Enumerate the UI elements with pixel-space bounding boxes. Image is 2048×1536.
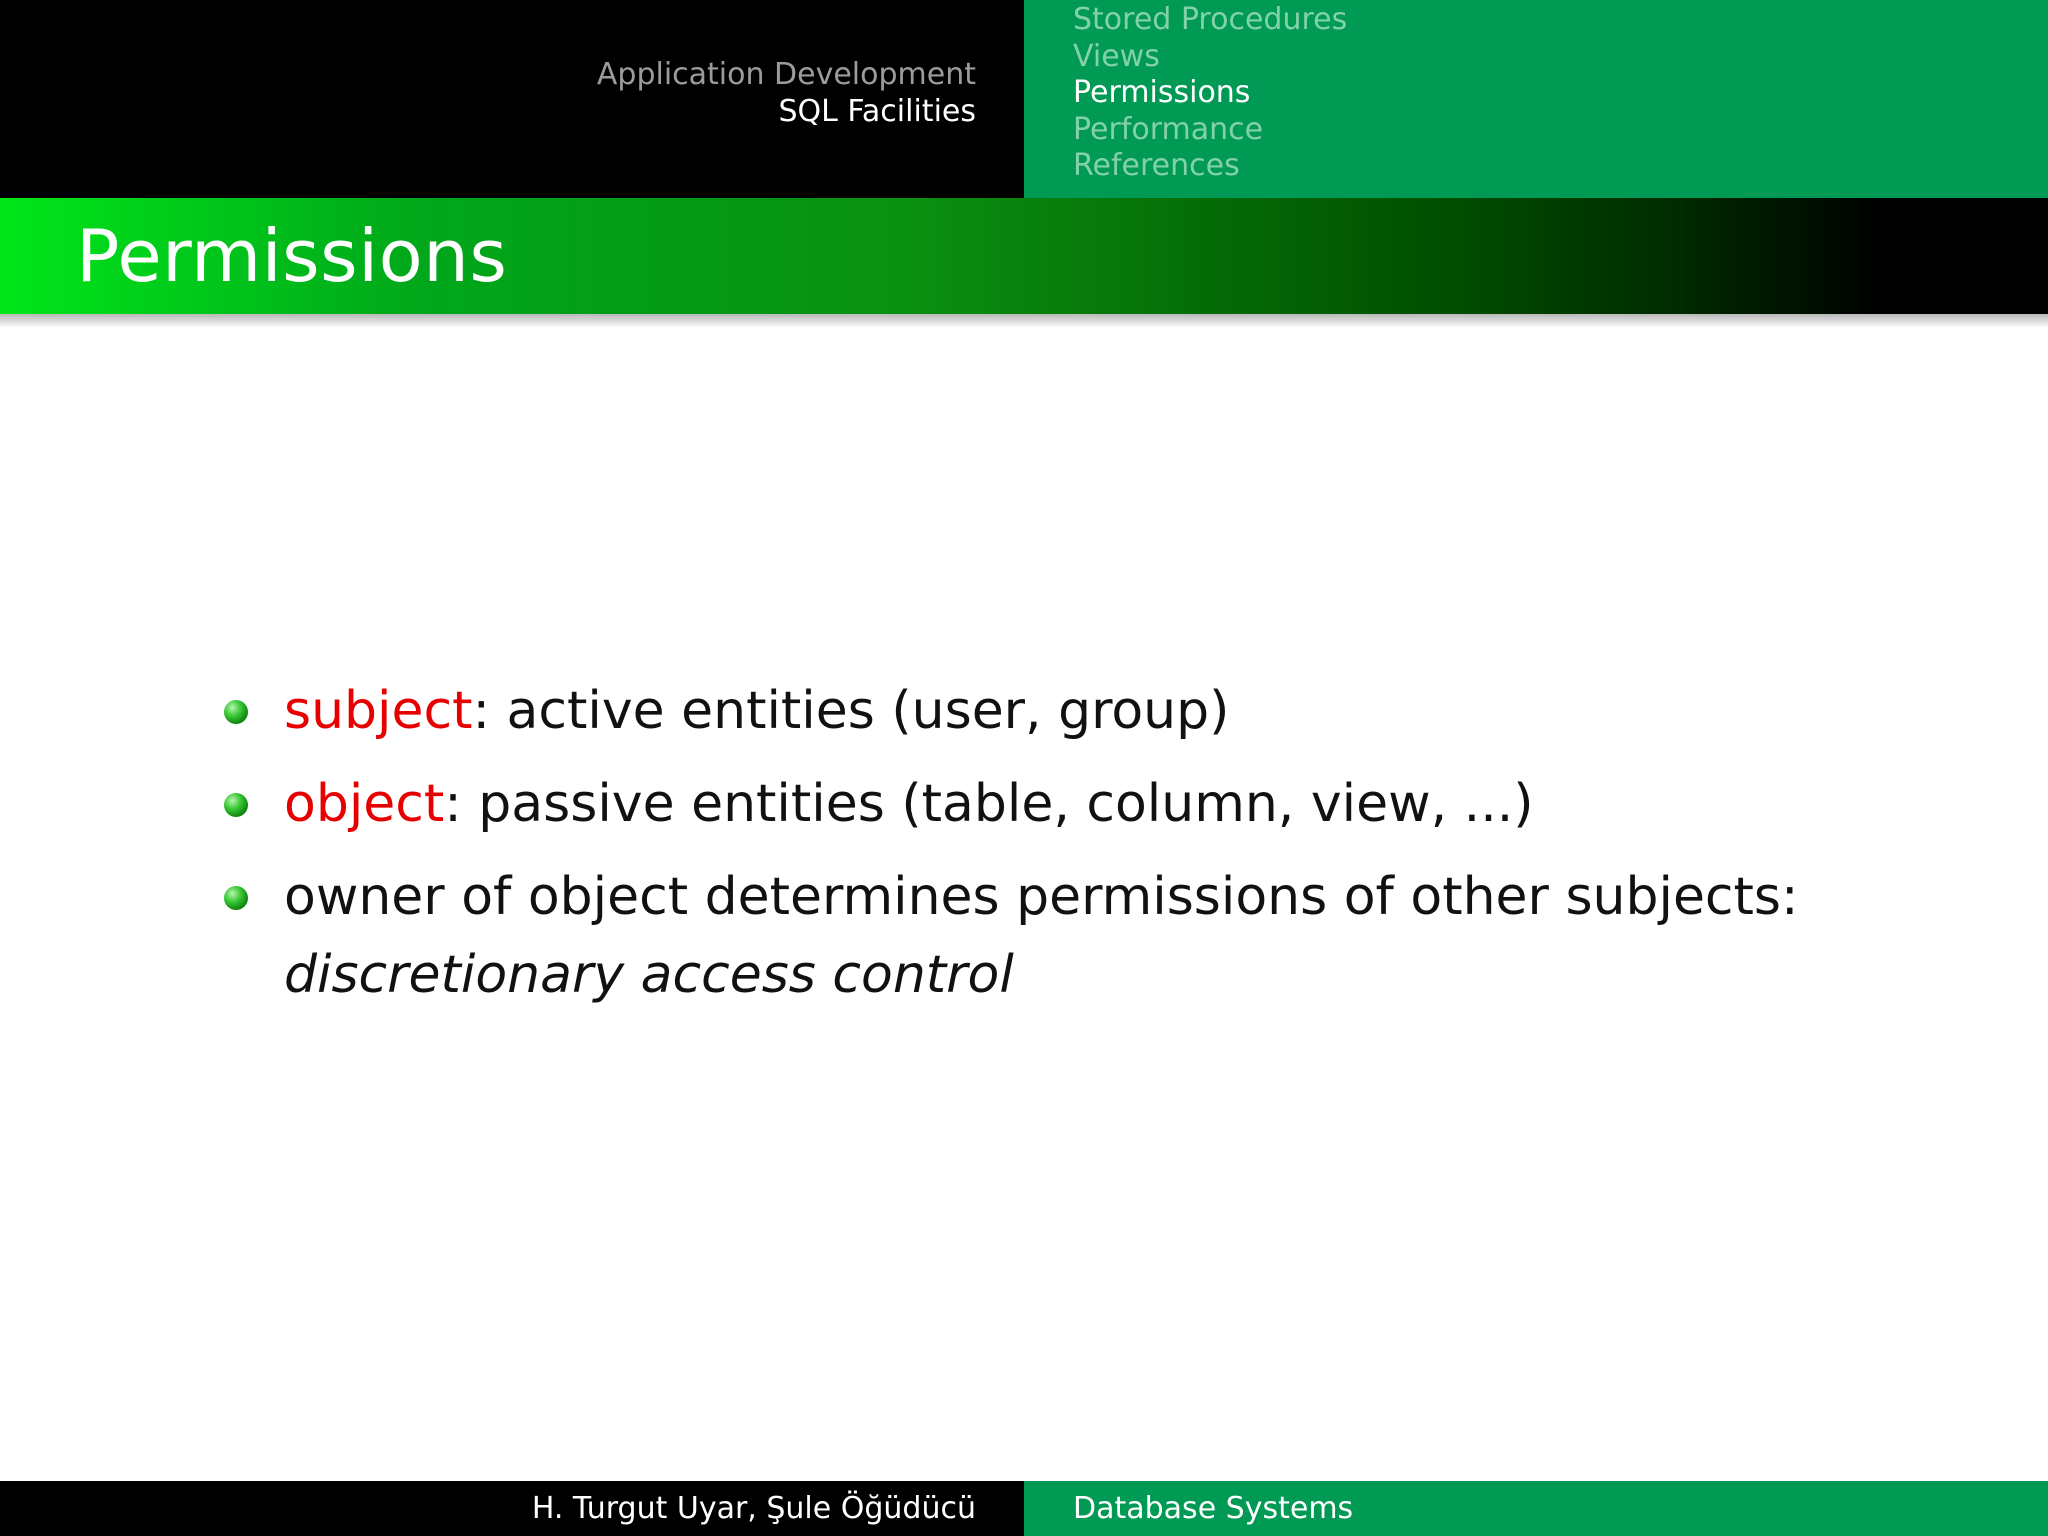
- list-item-object: [220, 765, 1920, 843]
- footer-author: H. Turgut Uyar, Şule Öğüdücü: [531, 1491, 976, 1526]
- item-text: : passive entities (table, column, view, ...): [444, 774, 1534, 834]
- bullet-icon: [224, 793, 248, 817]
- term-subject: subject: [284, 681, 473, 741]
- toc-item-stored-procedures[interactable]: Stored Procedures: [1073, 2, 1348, 37]
- title-bar-shadow: [0, 314, 2048, 328]
- bullet-icon: [224, 700, 248, 724]
- toc-item-permissions[interactable]: Permissions: [1073, 75, 1251, 110]
- section-block: [597, 56, 976, 130]
- footer-right: [1024, 1481, 2048, 1536]
- section-title[interactable]: Application Development: [596, 57, 976, 92]
- footer-left: [0, 1481, 1024, 1536]
- slide-title: Permissions: [76, 214, 508, 298]
- footer: [0, 1481, 2048, 1536]
- bullet-list: [220, 672, 1920, 1029]
- item-text: owner of object determines permissions of other subjects:: [284, 867, 1799, 927]
- toc-nav: [1073, 2, 1347, 185]
- header-left: [0, 0, 1024, 198]
- bullet-icon: [224, 886, 248, 910]
- subsection-title[interactable]: SQL Facilities: [778, 94, 976, 129]
- toc-item-performance[interactable]: Performance: [1073, 111, 1264, 147]
- header: [0, 0, 2048, 198]
- list-item-subject: [220, 672, 1920, 750]
- toc-item-views[interactable]: Views: [1073, 38, 1160, 74]
- footer-title: Database Systems: [1073, 1491, 1354, 1526]
- header-right: [1024, 0, 2048, 198]
- term-object: object: [284, 774, 445, 834]
- toc-item-references[interactable]: References: [1073, 148, 1240, 183]
- item-text: : active entities (user, group): [472, 681, 1230, 741]
- item-emphasis: discretionary access control: [284, 945, 1014, 1005]
- list-item-owner: [220, 858, 1920, 1014]
